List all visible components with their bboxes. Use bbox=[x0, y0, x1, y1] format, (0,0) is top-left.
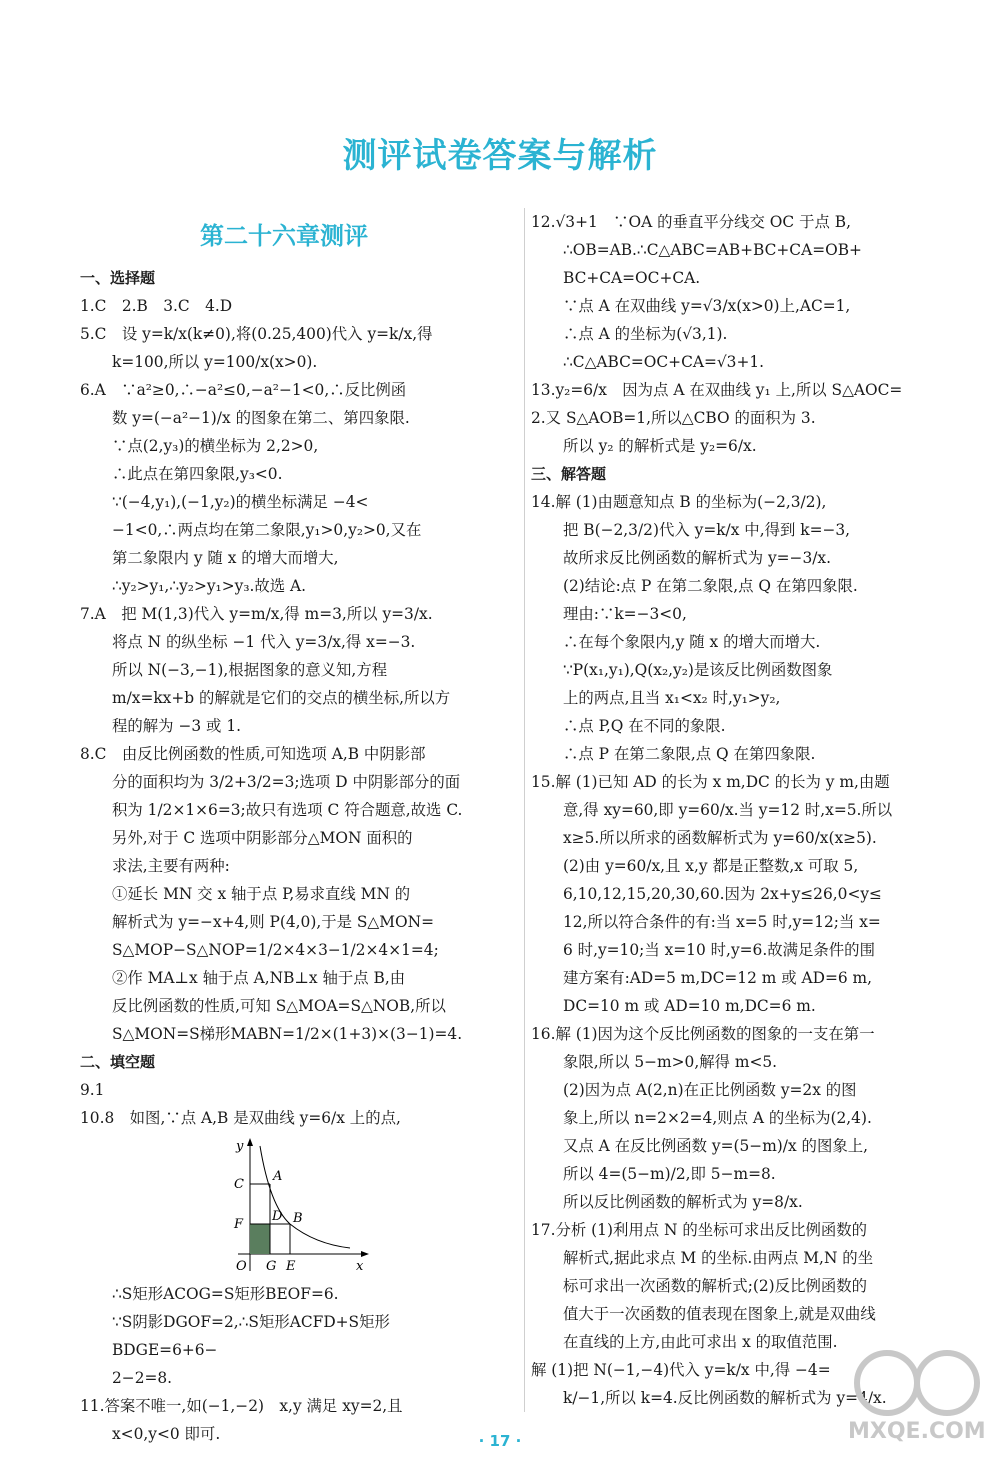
text-line: x<0,y<0 即可. bbox=[112, 1425, 221, 1443]
text-line: ∴点 P 在第二象限,点 Q 在第四象限. bbox=[563, 745, 816, 763]
text-line: 值大于一次函数的值表现在图象上,就是双曲线 bbox=[563, 1305, 876, 1323]
text-line: 12.√3+1 ∵OA 的垂直平分线交 OC 于点 B, bbox=[531, 213, 851, 231]
text-line: 将点 N 的纵坐标 −1 代入 y=3/x,得 x=−3. bbox=[112, 633, 416, 651]
text-line: 把 B(−2,3/2)代入 y=k/x 中,得到 k=−3, bbox=[563, 521, 851, 539]
text-line: DC=10 m 或 AD=10 m,DC=6 m. bbox=[563, 997, 816, 1015]
text-line: 分的面积均为 3/2+3/2=3;选项 D 中阴影部分的面 bbox=[112, 773, 461, 791]
text-line: 2−2=8. bbox=[112, 1369, 173, 1387]
text-line: 13.y₂=6/x 因为点 A 在双曲线 y₁ 上,所以 S△AOC= bbox=[531, 381, 903, 399]
text-line: ∴C△ABC=OC+CA=√3+1. bbox=[563, 353, 765, 371]
text-line: 故所求反比例函数的解析式为 y=−3/x. bbox=[563, 549, 832, 567]
text-line: ∴点 P,Q 在不同的象限. bbox=[563, 717, 726, 735]
text-line: 解 (1)把 N(−1,−4)代入 y=k/x 中,得 −4= bbox=[531, 1361, 831, 1379]
text-line: ∵点(2,y₃)的横坐标为 2,2>0, bbox=[112, 437, 319, 455]
section-solve-heading: 三、解答题 bbox=[531, 465, 607, 483]
text-line: m/x=kx+b 的解就是它们的交点的横坐标,所以方 bbox=[112, 689, 451, 707]
text-line: 所以 4=(5−m)/2,即 5−m=8. bbox=[563, 1165, 776, 1183]
text-line: 17.分析 (1)利用点 N 的坐标可求出反比例函数的 bbox=[531, 1221, 868, 1239]
label-x: x bbox=[356, 1259, 364, 1274]
text-line: S△MOP−S△NOP=1/2×4×3−1/2×4×1=4; bbox=[112, 941, 439, 959]
text-line: ②作 MA⊥x 轴于点 A,NB⊥x 轴于点 B,由 bbox=[112, 969, 406, 987]
label-d: D bbox=[272, 1209, 283, 1224]
text-line: 解析式为 y=−x+4,则 P(4,0),于是 S△MON= bbox=[112, 913, 435, 931]
text-line: 11.答案不唯一,如(−1,−2) x,y 满足 xy=2,且 bbox=[80, 1397, 403, 1415]
text-line: ∴y₂>y₁,∴y₂>y₁>y₃.故选 A. bbox=[112, 577, 307, 595]
text-line: k/−1,所以 k=4.反比例函数的解析式为 y=4/x. bbox=[563, 1389, 887, 1407]
text-line: 程的解为 −3 或 1. bbox=[112, 717, 242, 735]
text-line: 意,得 xy=60,即 y=60/x.当 y=12 时,x=5.所以 bbox=[563, 801, 893, 819]
text-line: 积为 1/2×1×6=3;故只有选项 C 符合题意,故选 C. bbox=[112, 801, 463, 819]
text-line: 所以反比例函数的解析式为 y=8/x. bbox=[563, 1193, 803, 1211]
text-line: 8.C 由反比例函数的性质,可知选项 A,B 中阴影部 bbox=[80, 745, 426, 763]
right-column bbox=[524, 208, 941, 1412]
text-line: ∴点 A 的坐标为(√3,1). bbox=[563, 325, 728, 343]
section-choice-heading: 一、选择题 bbox=[80, 269, 156, 287]
text-line: 所以 N(−3,−1),根据图象的意义知,方程 bbox=[112, 661, 388, 679]
text-line: ∴OB=AB.∴C△ABC=AB+BC+CA=OB+ bbox=[563, 241, 862, 259]
text-line: S△MON=S梯形MABN=1/2×(1+3)×(3−1)=4. bbox=[112, 1025, 463, 1043]
text-line: 12,所以符合条件的有:当 x=5 时,y=12;当 x= bbox=[563, 913, 881, 931]
text-line: 求法,主要有两种: bbox=[112, 857, 230, 875]
text-line: 解析式,据此求点 M 的坐标.由两点 M,N 的坐 bbox=[563, 1249, 874, 1267]
text-line: 所以 y₂ 的解析式是 y₂=6/x. bbox=[563, 437, 757, 455]
label-c: C bbox=[234, 1177, 244, 1192]
text-line: 又点 A 在反比例函数 y=(5−m)/x 的图象上, bbox=[563, 1137, 869, 1155]
left-fill-answers bbox=[80, 1076, 488, 1132]
right-answers bbox=[531, 208, 941, 460]
watermark-logo bbox=[842, 1338, 992, 1448]
text-line: 7.A 把 M(1,3)代入 y=m/x,得 m=3,所以 y=3/x. bbox=[80, 605, 433, 623]
text-line: 16.解 (1)因为这个反比例函数的图象的一支在第一 bbox=[531, 1025, 875, 1043]
text-line: 9.1 bbox=[80, 1081, 105, 1099]
page-title: 测评试卷答案与解析 bbox=[342, 136, 658, 176]
text-line: ∵(−4,y₁),(−1,y₂)的横坐标满足 −4< bbox=[112, 493, 369, 511]
right-solutions bbox=[531, 488, 941, 1412]
label-a: A bbox=[273, 1169, 283, 1184]
text-line: 反比例函数的性质,可知 S△MOA=S△NOB,所以 bbox=[112, 997, 446, 1015]
text-line: 在直线的上方,由此可求出 x 的取值范围. bbox=[563, 1333, 838, 1351]
text-line: ∵点 A 在双曲线 y=√3/x(x>0)上,AC=1, bbox=[563, 297, 851, 315]
text-line: (2)因为点 A(2,n)在正比例函数 y=2x 的图 bbox=[563, 1081, 857, 1099]
page-number: · 17 · bbox=[478, 1432, 522, 1450]
text-line: 另外,对于 C 选项中阴影部分△MON 面积的 bbox=[112, 829, 413, 847]
hyperbola-diagram bbox=[230, 1136, 370, 1276]
svg-text:MXQE.COM: MXQE.COM bbox=[848, 1419, 986, 1444]
text-line: 象限,所以 5−m>0,解得 m<5. bbox=[563, 1053, 778, 1071]
text-line: BC+CA=OC+CA. bbox=[563, 269, 701, 287]
chapter-title: 第二十六章测评 bbox=[200, 221, 368, 250]
text-line: ∴此点在第四象限,y₃<0. bbox=[112, 465, 283, 483]
text-line: ∵S阴影DGOF=2,∴S矩形ACFD+S矩形BDGE=6+6− bbox=[112, 1313, 390, 1359]
text-line: 标可求出一次函数的解析式;(2)反比例函数的 bbox=[563, 1277, 868, 1295]
label-f: F bbox=[234, 1217, 244, 1232]
label-o: O bbox=[236, 1259, 247, 1274]
text-line: x≥5.所以所求的函数解析式为 y=60/x(x≥5). bbox=[563, 829, 877, 847]
label-b: B bbox=[293, 1211, 303, 1226]
text-line: ∴S矩形ACOG=S矩形BEOF=6. bbox=[112, 1285, 339, 1303]
hyperbola-figure bbox=[230, 1136, 370, 1276]
label-g: G bbox=[266, 1259, 277, 1274]
label-y: y bbox=[236, 1139, 244, 1154]
text-line: 1.C 2.B 3.C 4.D bbox=[80, 297, 233, 315]
text-line: ∵P(x₁,y₁),Q(x₂,y₂)是该反比例函数图象 bbox=[563, 661, 833, 679]
label-e: E bbox=[286, 1259, 296, 1274]
text-line: 理由:∵k=−3<0, bbox=[563, 605, 687, 623]
text-line: −1<0,∴两点均在第二象限,y₁>0,y₂>0,又在 bbox=[112, 521, 422, 539]
text-line: 6,10,12,15,20,30,60.因为 2x+y≤26,0<y≤ bbox=[563, 885, 882, 903]
section-fill-heading: 二、填空题 bbox=[80, 1053, 156, 1071]
text-line: 建方案有:AD=5 m,DC=12 m 或 AD=6 m, bbox=[563, 969, 873, 987]
text-line: 上的两点,且当 x₁<x₂ 时,y₁>y₂, bbox=[563, 689, 781, 707]
text-line: (2)结论:点 P 在第二象限,点 Q 在第四象限. bbox=[563, 577, 858, 595]
text-line: ∴在每个象限内,y 随 x 的增大而增大. bbox=[563, 633, 821, 651]
text-line: 象上,所以 n=2×2=4,则点 A 的坐标为(2,4). bbox=[563, 1109, 872, 1127]
text-line: 6 时,y=10;当 x=10 时,y=6.故满足条件的围 bbox=[563, 941, 875, 959]
left-answers bbox=[80, 292, 488, 1048]
text-line: 14.解 (1)由题意知点 B 的坐标为(−2,3/2), bbox=[531, 493, 827, 511]
left-column bbox=[80, 212, 488, 1448]
text-line: 10.8 如图,∵点 A,B 是双曲线 y=6/x 上的点, bbox=[80, 1109, 401, 1127]
text-line: 数 y=(−a²−1)/x 的图象在第二、第四象限. bbox=[112, 409, 410, 427]
text-line: 第二象限内 y 随 x 的增大而增大, bbox=[112, 549, 339, 567]
text-line: (2)由 y=60/x,且 x,y 都是正整数,x 可取 5, bbox=[563, 857, 859, 875]
text-line: ①延长 MN 交 x 轴于点 P,易求直线 MN 的 bbox=[112, 885, 411, 903]
text-line: 6.A ∵a²≥0,∴−a²≤0,−a²−1<0,∴反比例函 bbox=[80, 381, 407, 399]
text-line: 5.C 设 y=k/x(k≠0),将(0.25,400)代入 y=k/x,得 bbox=[80, 325, 433, 343]
text-line: k=100,所以 y=100/x(x>0). bbox=[112, 353, 318, 371]
text-line: 15.解 (1)已知 AD 的长为 x m,DC 的长为 y m,由题 bbox=[531, 773, 890, 791]
text-line: 2.又 S△AOB=1,所以△CBO 的面积为 3. bbox=[531, 409, 816, 427]
left-after-figure bbox=[80, 1280, 488, 1448]
